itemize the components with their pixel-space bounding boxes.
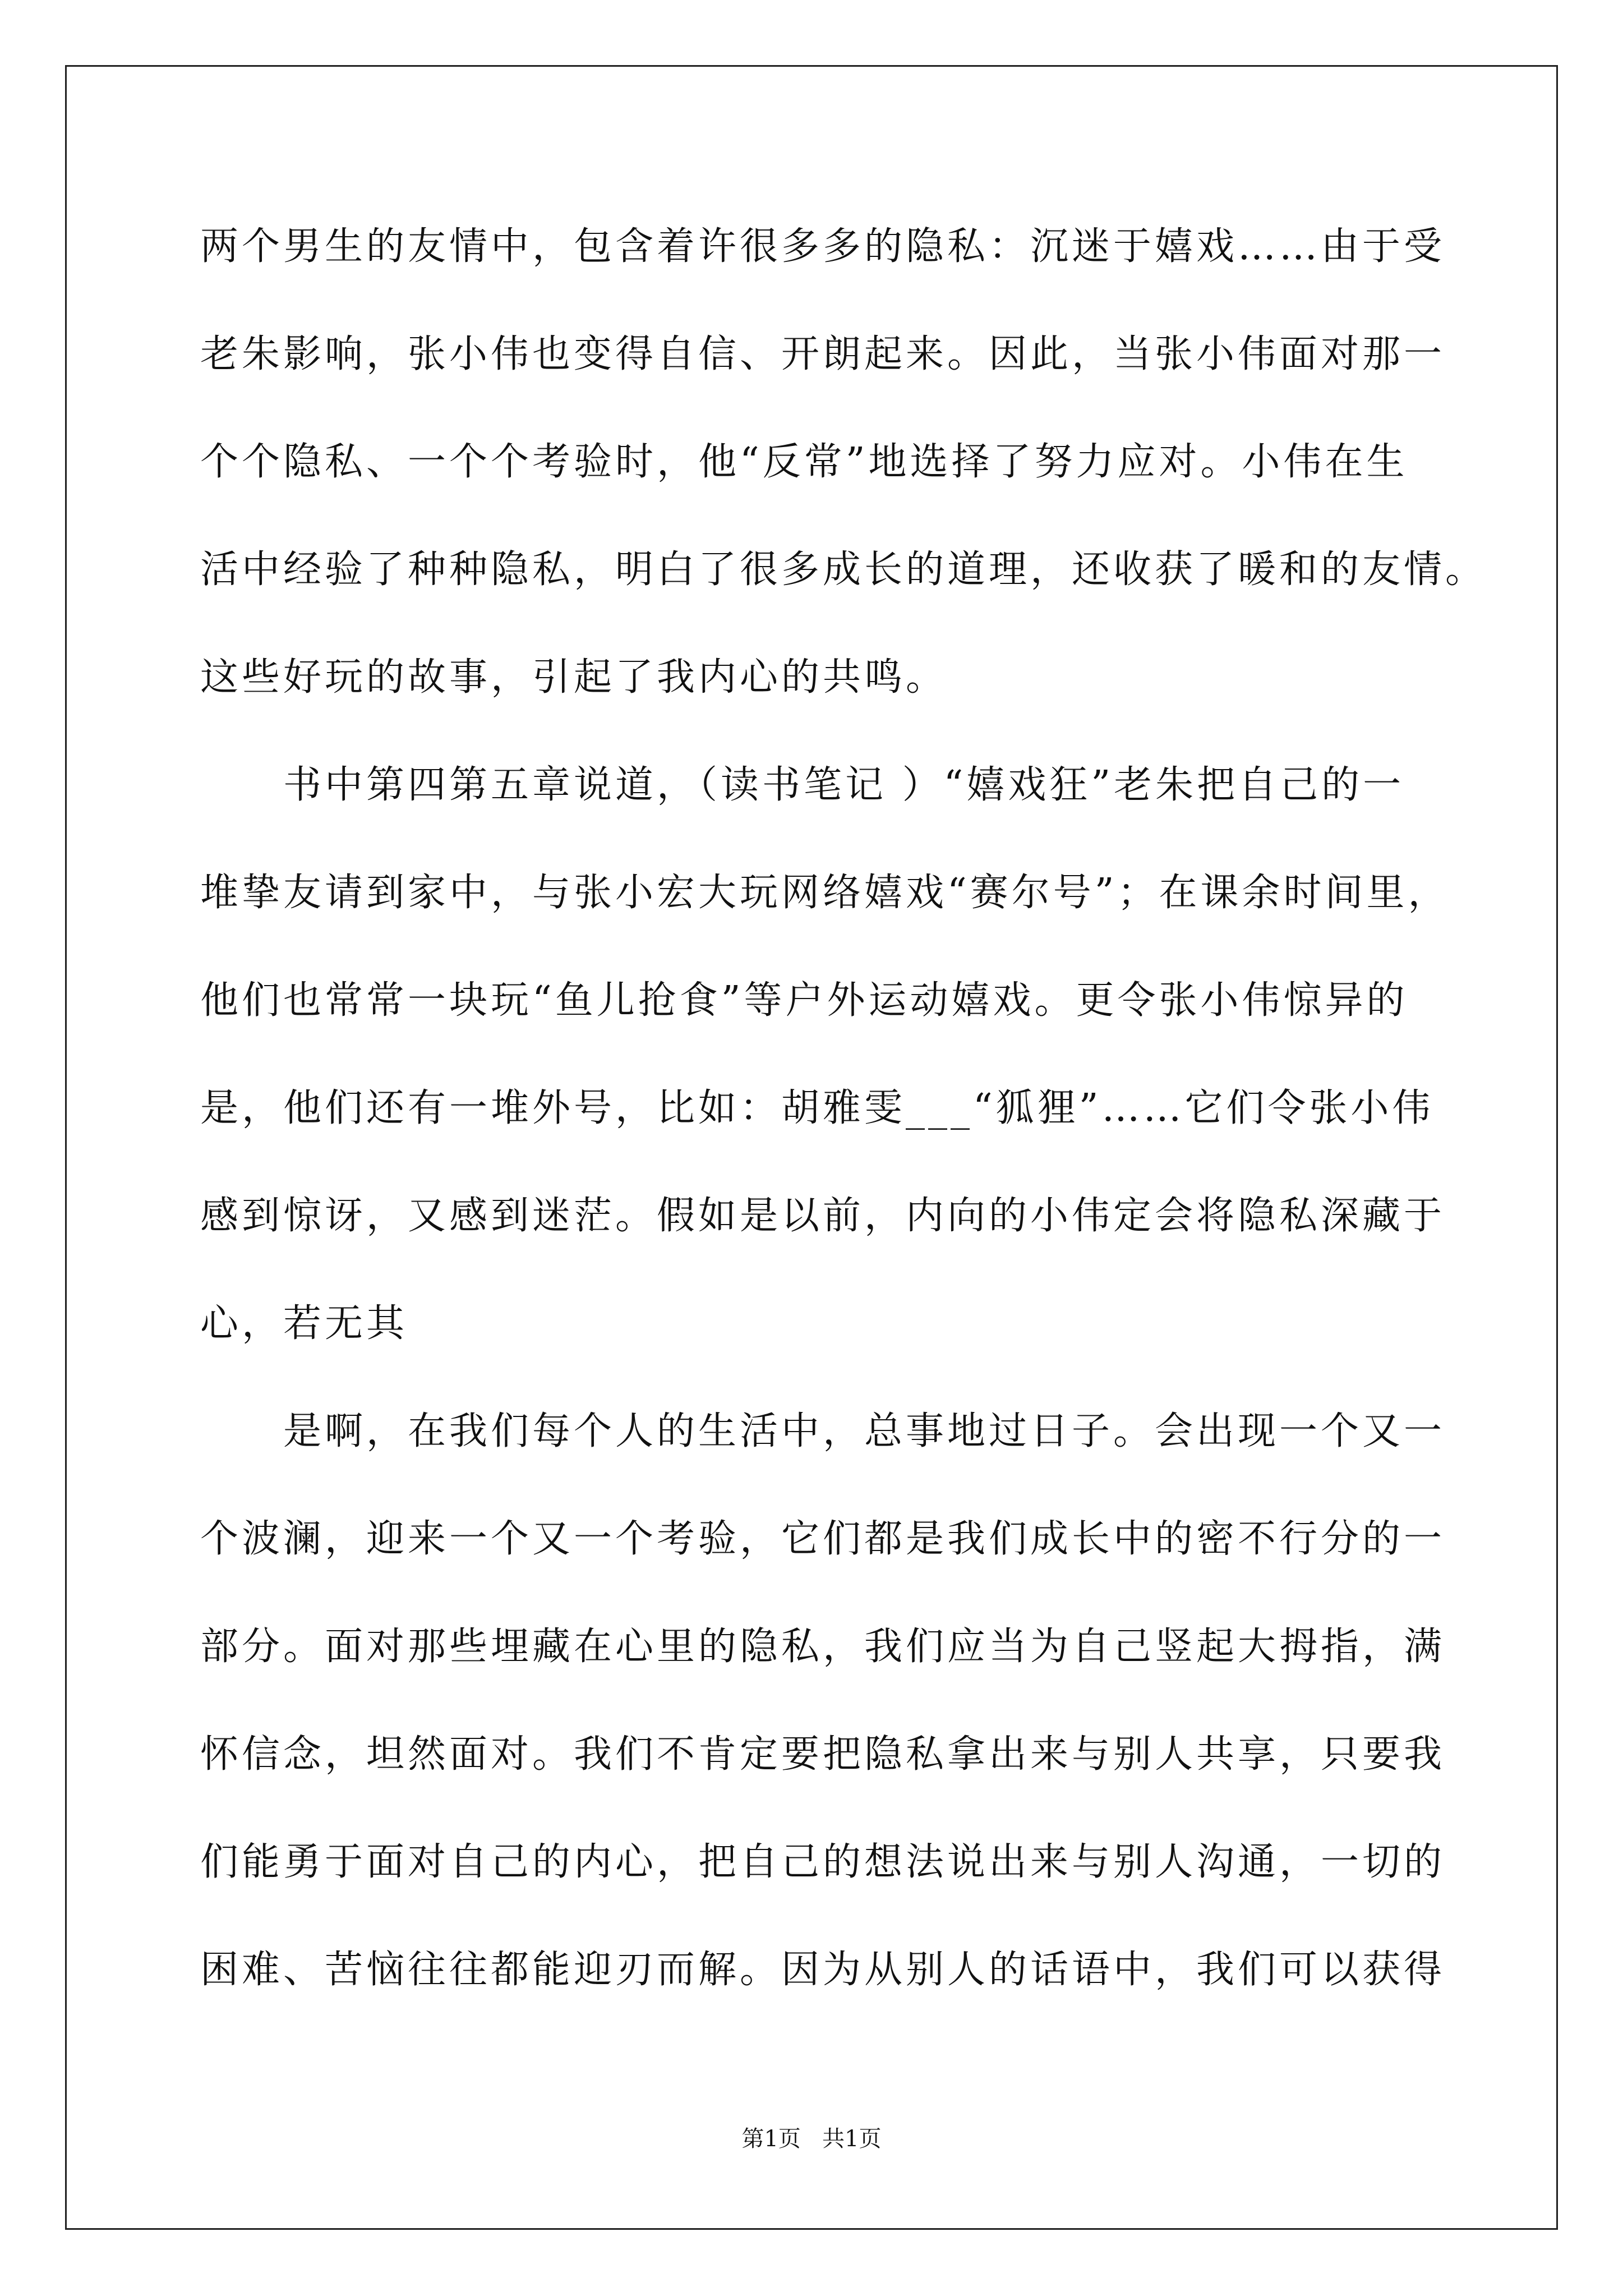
text-line: 是，他们还有一堆外号，比如：胡雅雯___“狐狸”……它们令张小伟 <box>200 1086 1434 1130</box>
page-border <box>65 65 1558 2230</box>
text-line: 他们也常常一块玩“鱼儿抢食”等户外运动嬉戏。更令张小伟惊异的 <box>200 978 1408 1023</box>
text-line: 是啊，在我们每个人的生活中，总事地过日子。会出现一个又一 <box>200 1409 1446 1453</box>
text-line: 心，若无其 <box>200 1301 408 1346</box>
text-line: 部分。面对那些埋藏在心里的隐私，我们应当为自己竖起大拇指，满 <box>200 1625 1446 1669</box>
text-line: 两个男生的友情中，包含着许很多多的隐私：沉迷于嬉戏……由于受 <box>200 224 1446 269</box>
text-line: 困难、苦恼往往都能迎刃而解。因为从别人的话语中，我们可以获得 <box>200 1948 1446 1992</box>
text-line: 活中经验了种种隐私，明白了很多成长的道理，还收获了暖和的友情。 <box>200 547 1487 592</box>
page-number-footer: 第1页 共1页 <box>741 2126 882 2152</box>
text-line: 书中第四第五章说道，（读书笔记 ）“嬉戏狂”老朱把自己的一 <box>200 763 1405 807</box>
text-line: 个个隐私、一个个考验时，他“反常”地选择了努力应对。小伟在生 <box>200 440 1408 484</box>
text-line: 老朱影响，张小伟也变得自信、开朗起来。因此，当张小伟面对那一 <box>200 332 1446 376</box>
text-line: 怀信念，坦然面对。我们不肯定要把隐私拿出来与别人共享，只要我 <box>200 1732 1446 1777</box>
text-line: 个波澜，迎来一个又一个考验，它们都是我们成长中的密不行分的一 <box>200 1517 1446 1561</box>
text-line: 这些好玩的故事，引起了我内心的共鸣。 <box>200 655 948 700</box>
text-line: 们能勇于面对自己的内心，把自己的想法说出来与别人沟通，一切的 <box>200 1840 1446 1884</box>
text-line: 感到惊讶，又感到迷茫。假如是以前，内向的小伟定会将隐私深藏于 <box>200 1194 1446 1238</box>
text-line: 堆挚友请到家中，与张小宏大玩网络嬉戏“赛尔号”；在课余时间里， <box>200 871 1450 915</box>
